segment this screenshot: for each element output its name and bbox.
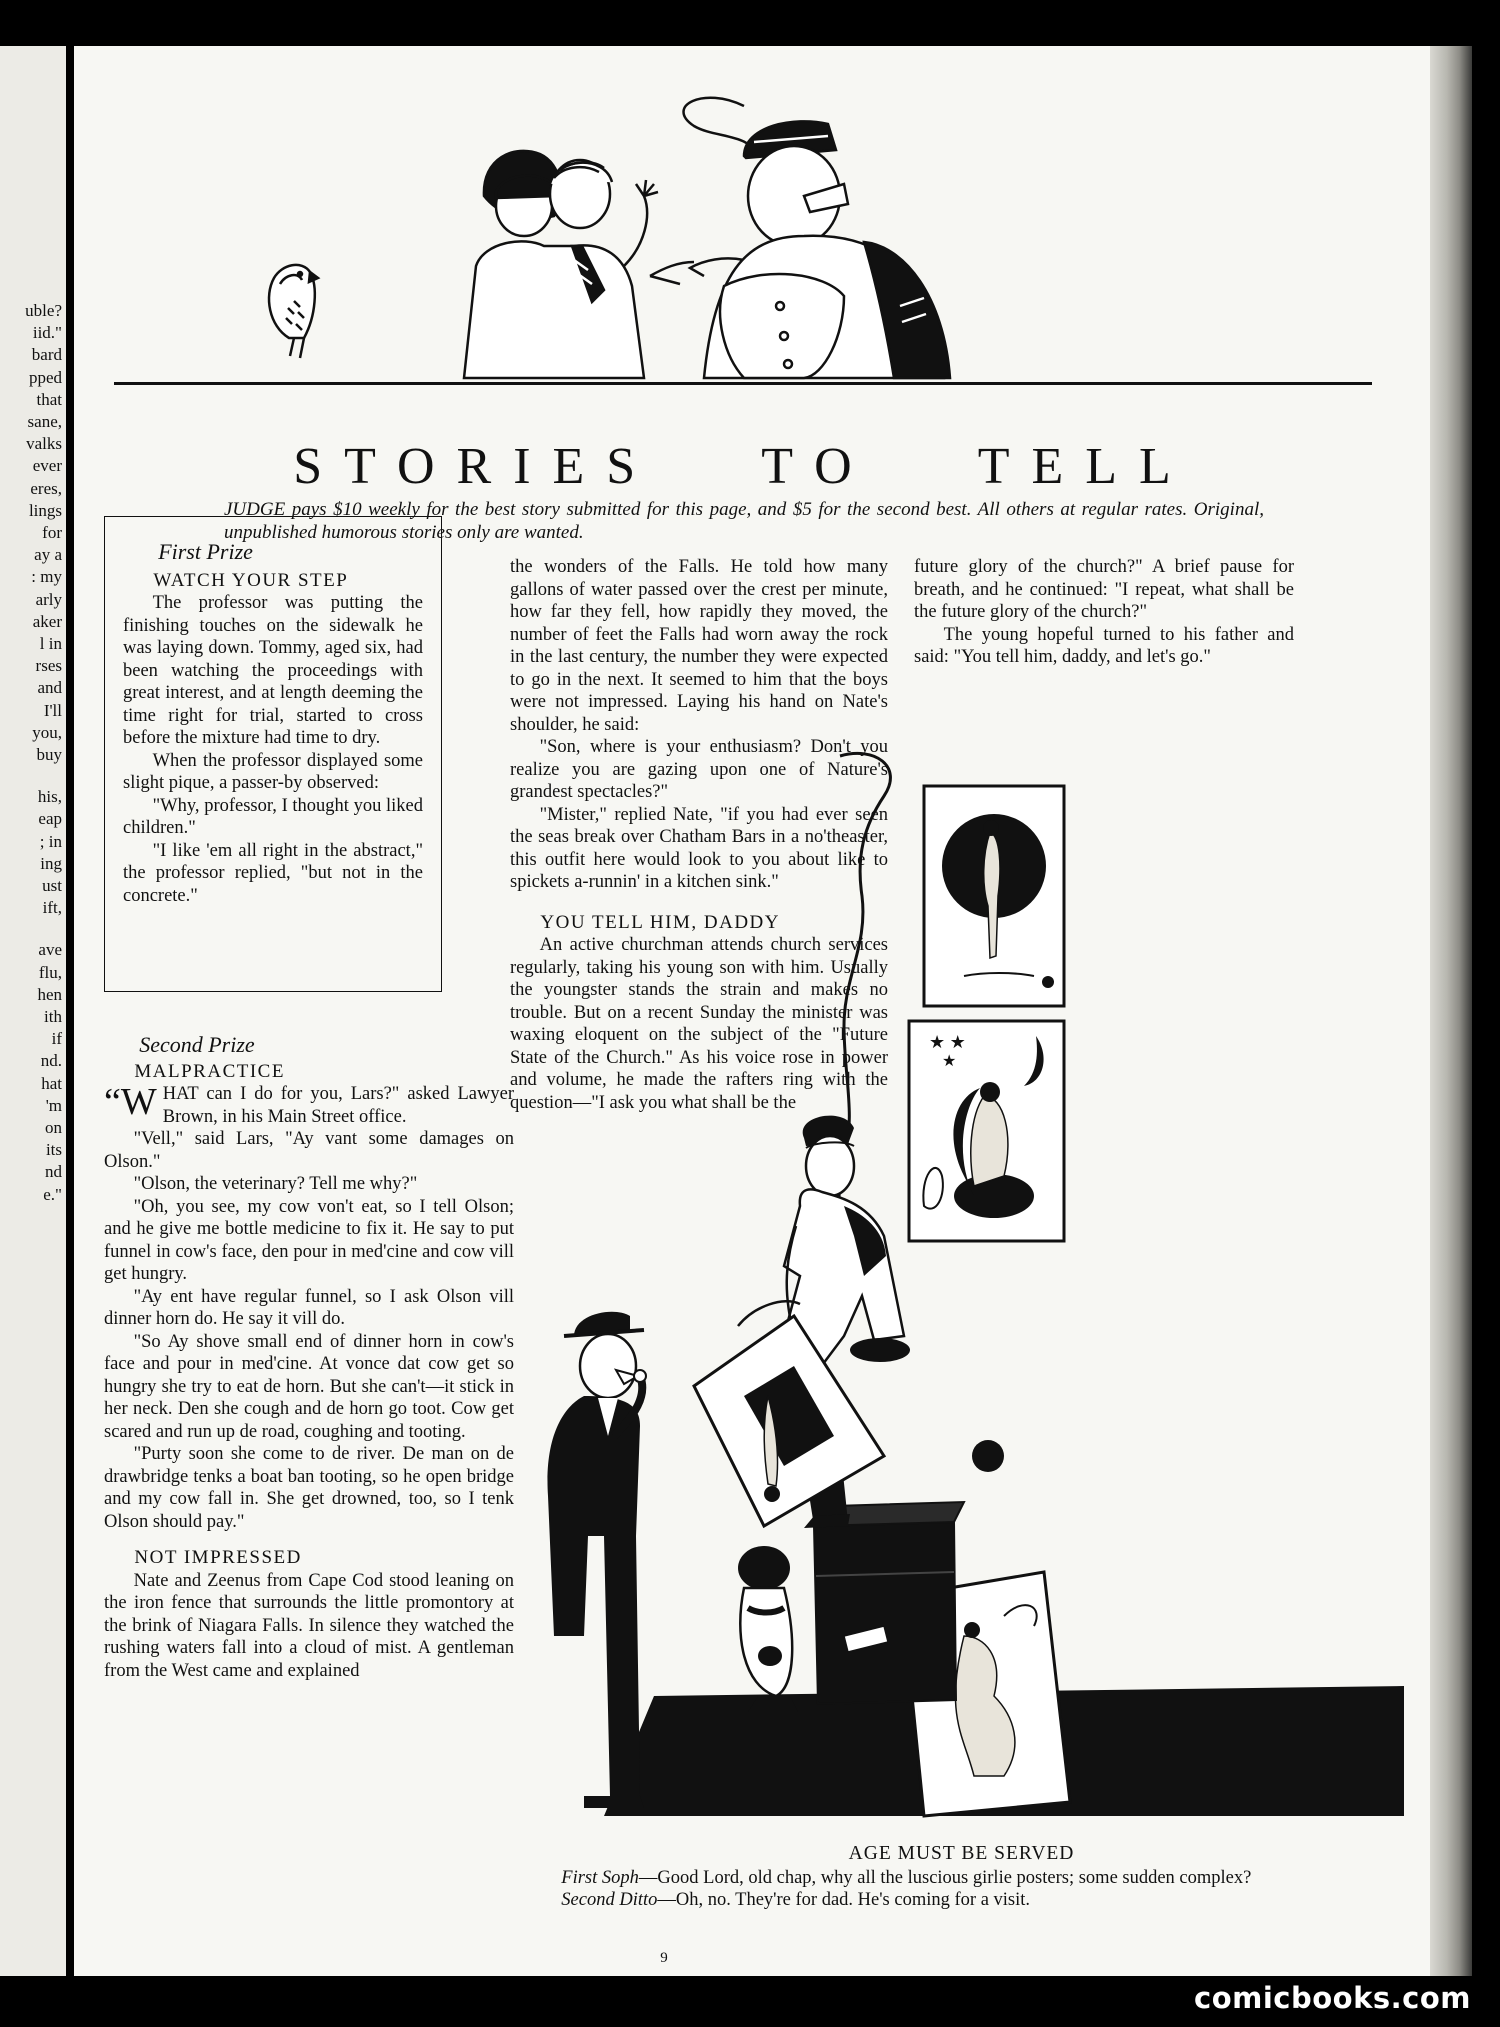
story-heading-you-tell-him-daddy: YOU TELL HIM, DADDY	[540, 911, 780, 933]
adjacent-page-fragment: pped	[28, 367, 62, 387]
adjacent-page-fragment: sane,	[27, 412, 62, 431]
svg-text:★ ★: ★ ★	[929, 1032, 966, 1052]
story-paragraph: future glory of the church?" A brief pause for breath, and he continued: "I repeat, what shall be the future glory of the church?"	[914, 557, 1294, 622]
page-number: 9	[660, 1950, 668, 1966]
story-paragraph: The professor was putting the finishing touches on the sidewalk he was laying down. Tommy, aged six, had been watching the proceedings with great interest, and at length deeming the time right for trial, started to cross before the mixture had time to dry.	[123, 593, 423, 748]
adjacent-page-fragment: buy	[36, 745, 62, 764]
story-paragraph: An active churchman attends church services regularly, taking his young son with him. Usually the youngster stands the strain and makes no trouble. But on a recent Sunday the minister was waxing eloquent on the subject of the "Future State of the Church." As his voice rose in power and volume, he made the rafters ring with the question—"I ask you what shall be the	[510, 935, 888, 1113]
adjacent-page-fragment: hat	[41, 1073, 62, 1093]
story-paragraph: When the professor displayed some slight pique, a passer-by observed:	[123, 750, 423, 793]
story-paragraph	[104, 1083, 514, 1128]
first-prize-box	[104, 516, 442, 992]
adjacent-page-fragment: ing	[40, 853, 62, 873]
adjacent-page-fragment: 'm	[45, 1095, 62, 1115]
second-prize-label: Second Prize	[139, 1032, 255, 1057]
story-heading-watch-your-step: WATCH YOUR STEP	[153, 569, 349, 591]
adjacent-page-fragment: e."	[43, 1184, 62, 1204]
adjacent-page-fragment: flu,	[38, 962, 62, 982]
drop-cap: “W	[104, 1081, 157, 1123]
adjacent-page-fragment: his,	[37, 787, 62, 807]
small-dog	[738, 1546, 798, 1712]
adjacent-page-fragment: its	[45, 1140, 62, 1160]
adjacent-page-fragment: iid."	[32, 323, 62, 343]
adjacent-page-fragment: aker	[32, 611, 62, 631]
subtitle-text: pays $10 weekly for the best story submitted for this page, and $5 for the second best. All others at regular rates. Original, unpublished humorous stories only are wanted.	[224, 499, 1264, 543]
caption-text: —Good Lord, old chap, why all the luscious girlie posters; some sudden complex?	[638, 1868, 1252, 1888]
adjacent-page-fragment: I'll	[43, 700, 62, 720]
story-paragraph: Nate and Zeenus from Cape Cod stood leaning on the iron fence that surrounds the little promontory at the brink of Niagara Falls. In silence they watched the rushing waters fall into a cloud of mist. A gentleman from the West came and explained	[104, 1570, 514, 1681]
adjacent-page-fragment: : my	[31, 567, 62, 587]
round-coin	[972, 1440, 1004, 1472]
story-heading-malpractice: MALPRACTICE	[134, 1060, 285, 1082]
story-paragraph: "Son, where is your enthusiasm? Don't you realize you are gazing upon one of Nature's grandest spectacles?"	[510, 737, 888, 802]
adjacent-page-fragment: hen	[37, 984, 62, 1004]
story-heading-not-impressed: NOT IMPRESSED	[134, 1547, 302, 1568]
adjacent-page-fragment: lings	[28, 500, 62, 520]
adjacent-page-fragment: you,	[32, 722, 62, 742]
adjacent-page-fragment: on	[45, 1118, 62, 1137]
adjacent-page-fragment: ift,	[42, 898, 62, 918]
page-edge-shadow	[1430, 46, 1472, 1976]
poster-seated-figure	[909, 1021, 1064, 1241]
adjacent-page-fragment: ; in	[39, 831, 62, 851]
adjacent-page-fragment: and	[37, 678, 62, 698]
adjacent-page-edge	[0, 46, 66, 1976]
story-paragraph: the wonders of the Falls. He told how many gallons of water passed over the crest per minute, how far they fell, how rapidly they moved, the number of feet the Falls had worn away the rock in the last century, the number they were expected to go in the next. It seemed to him that the boys were not impressed. Laying his hand on Nate's shoulder, he said:	[510, 557, 888, 735]
story-paragraph: "Mister," replied Nate, "if you had ever seen the seas break over Chatham Bars in a no'theaster, this outfit here would look to you about like to spickets a-runnin' in a kitchen sink."	[510, 804, 888, 892]
adjacent-page-fragment: ever	[32, 456, 62, 476]
adjacent-page-fragment: if	[51, 1029, 62, 1049]
adjacent-page-fragment: for	[42, 523, 62, 542]
adjacent-page-fragment: uble?	[25, 301, 62, 320]
adjacent-page-fragment: ith	[44, 1007, 62, 1026]
adjacent-page-fragment: ave	[38, 940, 62, 960]
header-illustration	[104, 46, 1374, 390]
adjacent-page-fragment: nd.	[40, 1051, 62, 1071]
story-paragraph: "Why, professor, I thought you liked children."	[123, 795, 423, 838]
first-prize-label: First Prize	[158, 539, 253, 564]
speaker-label: Second Ditto	[561, 1890, 658, 1910]
story-paragraph: "Oh, you see, my cow von't eat, so I tell Olson; and he give me bottle medicine to fix it. He say to put funnel in cow's face, den pour in med'cine and cow vill get hungry.	[104, 1196, 514, 1284]
column-one	[104, 1034, 514, 1682]
caption-line	[528, 1867, 1360, 1889]
header-rule	[114, 382, 1372, 385]
story-paragraph: "So Ay shove small end of dinner horn in cow's face and pour in med'cine. At vonce dat cow get so hungry she try to eat de horn. But she can't—it stick in her neck. Den she cough and de horn go toot. Cow get scared and run up de road, coughing and tooting.	[104, 1331, 514, 1442]
story-paragraph: "Ay ent have regular funnel, so I ask Olson vill dinner horn do. He say it vill do.	[104, 1286, 514, 1329]
parrot-illustration	[269, 265, 318, 358]
caption-text: —Oh, no. They're for dad. He's coming for a visit.	[657, 1890, 1031, 1910]
adjacent-page-fragment: nd	[45, 1162, 62, 1182]
caption-line	[528, 1889, 1360, 1911]
captain-illustration	[650, 98, 950, 378]
adjacent-page-fragment: ay a	[34, 545, 62, 565]
story-paragraph: "Vell," said Lars, "Ay vant some damages on Olson."	[104, 1129, 514, 1172]
story-paragraph: "Purty soon she come to de river. De man on de drawbridge tenks a boat ban tooting, so he open bridge and my cow fall in. She get drowned, too, so I tenk Olson should pay."	[104, 1444, 514, 1532]
poster-dancer-circle	[924, 786, 1064, 1006]
adjacent-page-fragment: ust	[42, 876, 62, 895]
couple-illustration	[464, 151, 658, 378]
adjacent-page-fragment: l in	[39, 634, 62, 653]
young-man-in-hat	[547, 1312, 646, 1808]
adjacent-page-fragment: eap	[38, 809, 62, 829]
first-paragraph-text: HAT can I do for you, Lars?" asked Lawyer Brown, in his Main Street office.	[162, 1084, 514, 1127]
cartoon-illustration	[544, 736, 1404, 1846]
page-title: STORIES TO TELL	[293, 438, 1193, 495]
magazine-page	[74, 46, 1472, 1976]
column-three	[914, 556, 1294, 669]
adjacent-page-fragment: valks	[26, 434, 62, 454]
speaker-label: First Soph	[561, 1868, 639, 1888]
adjacent-page-fragment: that	[36, 389, 62, 409]
watermark: comicbooks.com	[1194, 1981, 1471, 2015]
story-paragraph: The young hopeful turned to his father and said: "You tell him, daddy, and let's go."	[914, 624, 1294, 667]
crate	[814, 1502, 964, 1704]
story-paragraph: "I like 'em all right in the abstract," the professor replied, "but not in the concrete."	[123, 840, 423, 906]
svg-text:★: ★	[942, 1053, 957, 1070]
publication-name: JUDGE	[224, 499, 286, 520]
adjacent-page-fragment: rses	[35, 656, 62, 676]
cartoon-title: AGE MUST BE SERVED	[848, 1843, 1075, 1864]
adjacent-page-fragment: bard	[31, 345, 62, 365]
story-paragraph: "Olson, the veterinary? Tell me why?"	[133, 1174, 418, 1194]
adjacent-page-fragment: arly	[35, 589, 62, 609]
cartoon-caption	[528, 1843, 1360, 1911]
adjacent-page-fragment: eres,	[30, 478, 62, 498]
